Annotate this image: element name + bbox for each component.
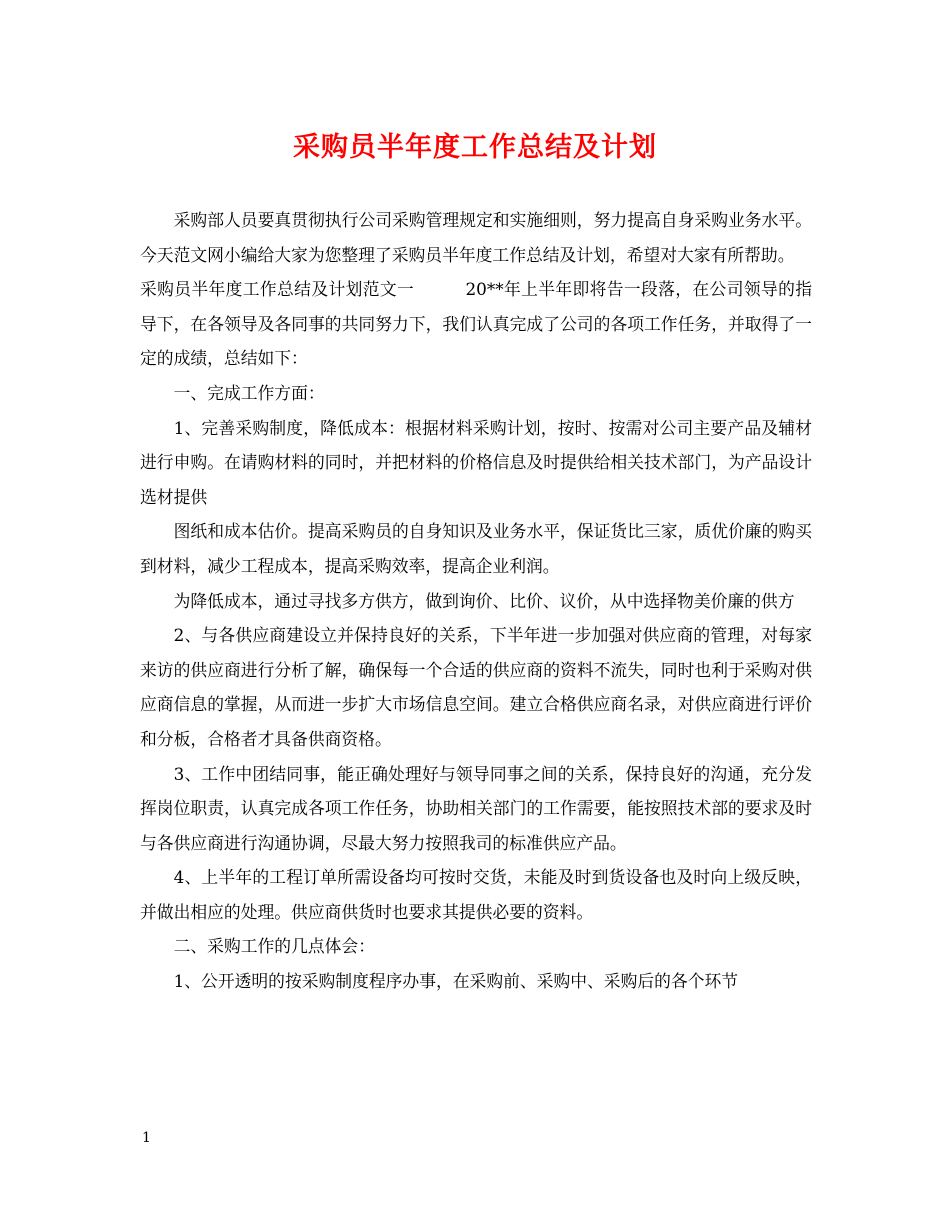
paragraph: 一、完成工作方面：: [173, 382, 325, 403]
paragraph: 3、工作中团结同事，能正确处理好与领导同事之间的关系，保持良好的沟通，充分发挥岗位职责，认真完成各项工作任务，协助相关部门的工作需要，能按照技术部的要求及时与各供应商进行沟通协调，尽最大努力按照我司的标准供应产品。: [140, 763, 812, 853]
paragraph: 2、与各供应商建设立并保持良好的关系，下半年进一步加强对供应商的管理，对每家来访的供应商进行分析了解，确保每一个合适的供应商的资料不流失，同时也利于采购对供应商信息的掌握，从而进一步扩大市场信息空间。建立合格供应商名录，对供应商进行评价和分板，合格者才具备供商资格。: [140, 625, 812, 749]
paragraph: 采购部人员要真贯彻执行公司采购管理规定和实施细则，努力提高自身采购业务水平。今天范文网小编给大家为您整理了采购员半年度工作总结及计划，希望对大家有所帮助。: [140, 210, 812, 265]
paragraph: 为降低成本，通过寻找多方供方，做到询价、比价、议价，从中选择物美价廉的供方: [173, 590, 795, 611]
document-title: 采购员半年度工作总结及计划: [293, 132, 657, 163]
paragraph: 1、完善采购制度，降低成本：根据材料采购计划，按时、按需对公司主要产品及辅材进行申购。在请购材料的同时，并把材料的价格信息及时提供给相关技术部门，为产品设计选材提供: [140, 417, 812, 507]
paragraph: 采购员半年度工作总结及计划范文一 20**年上半年即将告一段落，在公司领导的指导下，在各领导及各同事的共同努力下，我们认真完成了公司的各项工作任务，并取得了一定的成绩，总结如下：: [140, 279, 812, 369]
paragraph: 二、采购工作的几点体会：: [173, 936, 375, 957]
paragraph: 图纸和成本估价。提高采购员的自身知识及业务水平，保证货比三家，质优价廉的购买到材料，减少工程成本，提高采购效率，提高企业利润。: [140, 521, 812, 576]
page-number: 1: [142, 1130, 151, 1146]
paragraph: 1、公开透明的按采购制度程序办事，在采购前、采购中、采购后的各个环节: [173, 971, 739, 992]
paragraph: 4、上半年的工程订单所需设备均可按时交货，未能及时到货设备也及时向上级反映，并做出相应的处理。供应商供货时也要求其提供必要的资料。: [140, 867, 812, 922]
document-body: [140, 203, 812, 999]
